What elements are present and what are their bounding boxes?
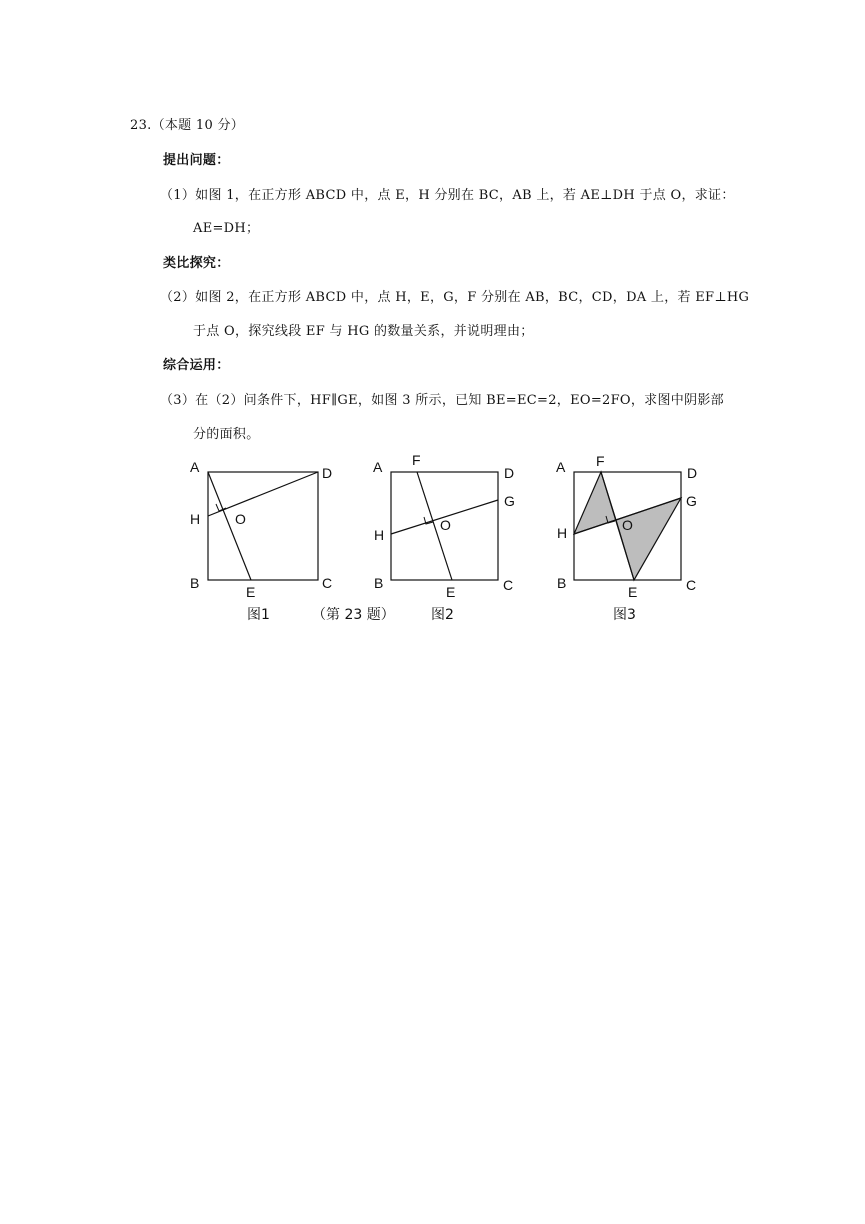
fig2-label-G: G [504, 493, 515, 509]
problem-caption: （第 23 题） [312, 607, 395, 623]
question-header: 23.（本题 10 分） [130, 118, 245, 133]
fig2-label-F: F [412, 452, 421, 468]
fig3-label-F: F [596, 453, 605, 469]
figure-2 [373, 452, 515, 623]
part3-line2: 分的面积。 [193, 427, 260, 442]
section-heading-3: 综合运用： [163, 358, 230, 373]
part3-line1: （3）在（2）问条件下，HF∥GE，如图 3 所示，已知 BE=EC=2，EO=2FO，求图中阴影部 [160, 393, 724, 408]
fig2-caption: 图2 [431, 607, 454, 623]
fig1-label-E: E [246, 584, 256, 600]
part2-line2: 于点 O，探究线段 EF 与 HG 的数量关系，并说明理由； [193, 324, 534, 339]
fig1-caption: 图1 [247, 607, 270, 623]
fig2-label-H: H [374, 527, 385, 543]
fig3-shaded-triangle-FHO [574, 472, 616, 534]
figure-1 [190, 459, 332, 623]
fig3-caption: 图3 [613, 607, 636, 623]
part1-line1: （1）如图 1，在正方形 ABCD 中，点 E，H 分别在 BC，AB 上，若 AE⊥DH 于点 O，求证： [160, 188, 735, 203]
fig1-label-O: O [235, 511, 246, 527]
fig3-shaded-triangle-EGO [616, 498, 681, 580]
part2-line1: （2）如图 2，在正方形 ABCD 中，点 H，E，G，F 分别在 AB，BC，CD，DA 上，若 EF⊥HG [160, 290, 750, 305]
fig1-square [208, 472, 318, 580]
fig2-label-B: B [374, 575, 384, 591]
fig3-label-G: G [686, 493, 697, 509]
fig3-label-C: C [686, 577, 697, 593]
fig1-segment-DH [208, 472, 318, 516]
fig2-label-A: A [373, 459, 383, 475]
fig3-label-D: D [687, 465, 698, 481]
fig3-label-H: H [557, 525, 568, 541]
part1-line2: AE=DH； [193, 221, 260, 236]
fig3-label-B: B [557, 575, 567, 591]
fig3-label-O: O [622, 517, 633, 533]
fig1-label-D: D [322, 465, 333, 481]
fig2-label-O: O [440, 517, 451, 533]
fig2-label-D: D [504, 465, 515, 481]
section-heading-1: 提出问题： [163, 153, 230, 168]
figure-3 [556, 453, 697, 623]
fig1-label-B: B [190, 575, 200, 591]
fig3-label-E: E [628, 584, 638, 600]
section-heading-2: 类比探究： [163, 256, 230, 271]
fig2-label-E: E [446, 584, 456, 600]
fig1-label-C: C [322, 575, 333, 591]
fig2-label-C: C [503, 577, 514, 593]
fig1-label-A: A [190, 459, 200, 475]
fig3-label-A: A [556, 459, 566, 475]
fig1-label-H: H [190, 511, 201, 527]
